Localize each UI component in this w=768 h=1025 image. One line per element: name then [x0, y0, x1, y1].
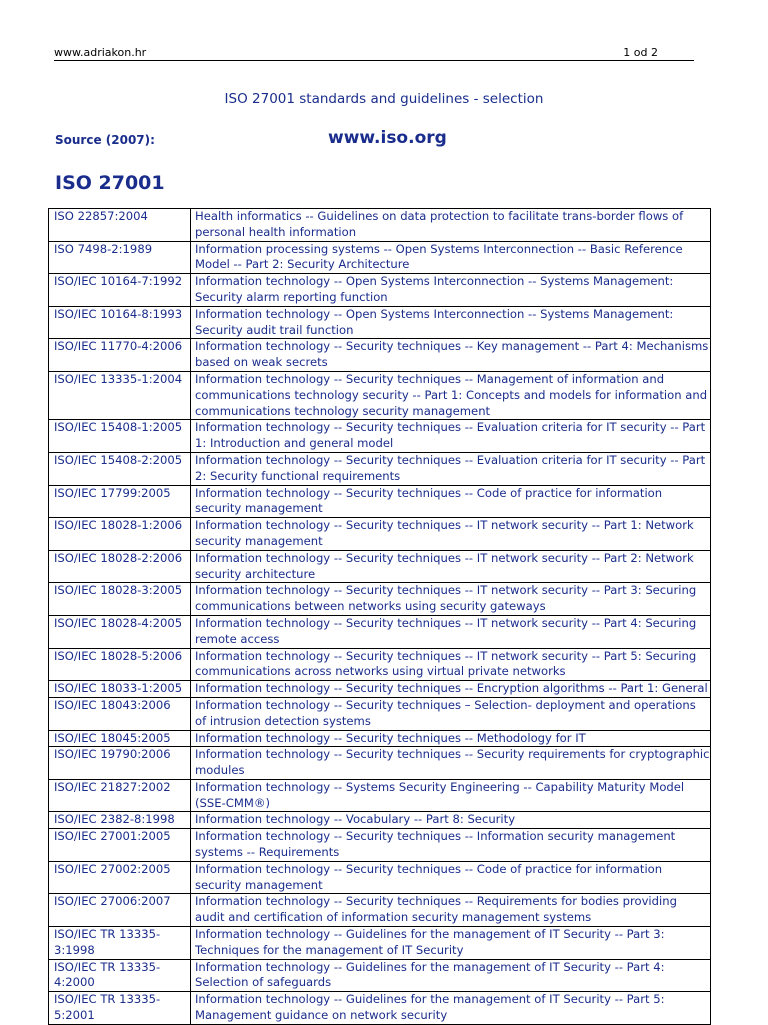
source-link[interactable]: www.iso.org	[328, 128, 447, 148]
table-row	[49, 747, 711, 780]
table-row	[49, 648, 711, 681]
standard-description: Information technology -- Security techniques -- Evaluation criteria for IT security -- Part 2: Security functional requirements	[191, 452, 711, 485]
table-row	[49, 779, 711, 812]
table-row	[49, 697, 711, 730]
table-row	[49, 550, 711, 583]
standard-description: Information technology -- Security techniques -- IT network security -- Part 5: Securing communications across networks using virtual private networks	[191, 648, 711, 681]
table-row	[49, 959, 711, 992]
table-row	[49, 992, 711, 1025]
standard-description: Information technology -- Vocabulary -- Part 8: Security	[191, 812, 711, 829]
header-site[interactable]: www.adriakon.hr	[54, 46, 147, 59]
standard-code: ISO/IEC TR 13335-4:2000	[49, 959, 191, 992]
standard-code: ISO/IEC 15408-1:2005	[49, 420, 191, 453]
standard-code: ISO/IEC 27001:2005	[49, 829, 191, 862]
standards-table-body	[49, 209, 711, 1025]
standard-code: ISO/IEC 18045:2005	[49, 730, 191, 747]
standard-code: ISO/IEC 19790:2006	[49, 747, 191, 780]
standard-code: ISO/IEC 27002:2005	[49, 861, 191, 894]
standard-code: ISO/IEC 18028-3:2005	[49, 583, 191, 616]
standard-code: ISO/IEC 2382-8:1998	[49, 812, 191, 829]
table-row	[49, 927, 711, 960]
source-label: Source (2007):	[55, 133, 155, 147]
standard-code: ISO/IEC 18028-2:2006	[49, 550, 191, 583]
standard-description: Information technology -- Security techniques -- Requirements for bodies providing audit and certification of information security management systems	[191, 894, 711, 927]
standard-description: Information technology -- Security techniques -- Encryption algorithms -- Part 1: General	[191, 681, 711, 698]
table-row	[49, 518, 711, 551]
table-row	[49, 339, 711, 372]
standard-description: Health informatics -- Guidelines on data protection to facilitate trans-border flows of personal health information	[191, 209, 711, 242]
standard-code: ISO 22857:2004	[49, 209, 191, 242]
standard-description: Information technology -- Security techniques -- IT network security -- Part 2: Network security architecture	[191, 550, 711, 583]
table-row	[49, 583, 711, 616]
standard-description: Information technology -- Security techniques -- Management of information and communications technology security -- Part 1: Concepts and models for information and communications technology security management	[191, 371, 711, 419]
standard-description: Information technology -- Systems Security Engineering -- Capability Maturity Model (SSE-CMM®)	[191, 779, 711, 812]
table-row	[49, 812, 711, 829]
standard-code: ISO/IEC 18033-1:2005	[49, 681, 191, 698]
table-row	[49, 485, 711, 518]
standards-table	[48, 208, 711, 1025]
section-heading: ISO 27001	[55, 172, 165, 194]
table-row	[49, 274, 711, 307]
table-row	[49, 615, 711, 648]
standard-description: Information technology -- Security techniques -- Security requirements for cryptographic modules	[191, 747, 711, 780]
table-row	[49, 452, 711, 485]
standard-code: ISO/IEC 17799:2005	[49, 485, 191, 518]
standard-description: Information technology -- Security techniques -- IT network security -- Part 4: Securing remote access	[191, 615, 711, 648]
standard-code: ISO/IEC 15408-2:2005	[49, 452, 191, 485]
standard-code: ISO/IEC 10164-7:1992	[49, 274, 191, 307]
standard-description: Information technology -- Security techniques -- Code of practice for information security management	[191, 861, 711, 894]
standard-code: ISO/IEC 18028-1:2006	[49, 518, 191, 551]
standard-description: Information technology -- Security techniques -- Methodology for IT	[191, 730, 711, 747]
standard-description: Information processing systems -- Open Systems Interconnection -- Basic Reference Model -- Part 2: Security Architecture	[191, 241, 711, 274]
document-title: ISO 27001 standards and guidelines - selection	[224, 91, 544, 107]
page-header	[54, 46, 694, 61]
standard-description: Information technology -- Guidelines for the management of IT Security -- Part 5: Management guidance on network security	[191, 992, 711, 1025]
page-number: 1 od 2	[623, 46, 658, 59]
standard-code: ISO/IEC 11770-4:2006	[49, 339, 191, 372]
standard-description: Information technology -- Security techniques – Selection- deployment and operations of intrusion detection systems	[191, 697, 711, 730]
standard-code: ISO/IEC 18028-5:2006	[49, 648, 191, 681]
table-row	[49, 861, 711, 894]
standard-code: ISO/IEC 13335-1:2004	[49, 371, 191, 419]
standard-description: Information technology -- Security techniques -- IT network security -- Part 1: Network security management	[191, 518, 711, 551]
standard-description: Information technology -- Security techniques -- Key management -- Part 4: Mechanisms based on weak secrets	[191, 339, 711, 372]
table-row	[49, 241, 711, 274]
standard-description: Information technology -- Guidelines for the management of IT Security -- Part 3: Techniques for the management of IT Security	[191, 927, 711, 960]
standard-description: Information technology -- Security techniques -- Code of practice for information security management	[191, 485, 711, 518]
table-row	[49, 730, 711, 747]
standard-description: Information technology -- Security techniques -- Information security management systems -- Requirements	[191, 829, 711, 862]
table-row	[49, 829, 711, 862]
table-row	[49, 420, 711, 453]
standard-code: ISO/IEC 27006:2007	[49, 894, 191, 927]
standard-code: ISO/IEC 21827:2002	[49, 779, 191, 812]
standard-description: Information technology -- Open Systems Interconnection -- Systems Management: Security alarm reporting function	[191, 274, 711, 307]
standard-code: ISO 7498-2:1989	[49, 241, 191, 274]
standard-code: ISO/IEC 18028-4:2005	[49, 615, 191, 648]
table-row	[49, 681, 711, 698]
table-row	[49, 209, 711, 242]
standard-code: ISO/IEC TR 13335-5:2001	[49, 992, 191, 1025]
standard-code: ISO/IEC TR 13335-3:1998	[49, 927, 191, 960]
standard-code: ISO/IEC 10164-8:1993	[49, 306, 191, 339]
standard-description: Information technology -- Security techniques -- Evaluation criteria for IT security -- Part 1: Introduction and general model	[191, 420, 711, 453]
table-row	[49, 894, 711, 927]
standard-description: Information technology -- Open Systems Interconnection -- Systems Management: Security audit trail function	[191, 306, 711, 339]
standard-code: ISO/IEC 18043:2006	[49, 697, 191, 730]
table-row	[49, 371, 711, 419]
standard-description: Information technology -- Guidelines for the management of IT Security -- Part 4: Selection of safeguards	[191, 959, 711, 992]
standard-description: Information technology -- Security techniques -- IT network security -- Part 3: Securing communications between networks using security gateways	[191, 583, 711, 616]
table-row	[49, 306, 711, 339]
